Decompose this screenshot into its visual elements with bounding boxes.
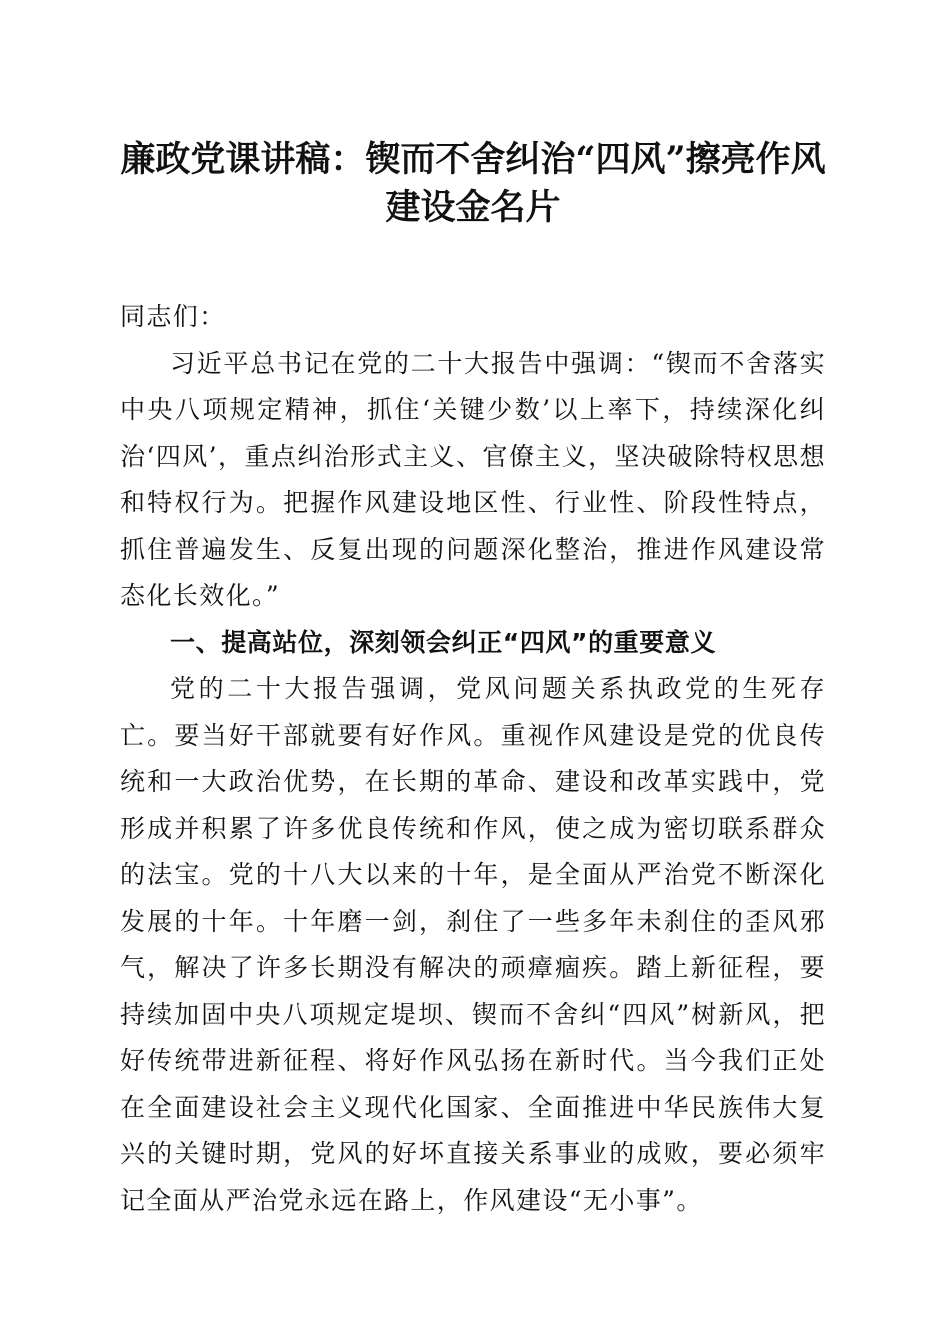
intro-paragraph: 习近平总书记在党的二十大报告中强调：“锲而不舍落实中央八项规定精神，抓住‘关键少数’以上率下，持续深化纠治‘四风’，重点纠治形式主义、官僚主义，坚决破除特权思想和特权行为。把握作风建设地区性、行业性、阶段性特点，抓住普遍发生、反复出现的问题深化整治，推进作风建设常态化长效化。” <box>120 348 826 610</box>
salutation: 同志们： <box>120 302 226 331</box>
section-heading: 一、提高站位，深刻领会纠正“四风”的重要意义 <box>170 627 717 657</box>
section-paragraph: 党的二十大报告强调，党风问题关系执政党的生死存亡。要当好干部就要有好作风。重视作风建设是党的优良传统和一大政治优势，在长期的革命、建设和改革实践中，党形成并积累了许多优良传统和作风，使之成为密切联系群众的法宝。党的十八大以来的十年，是全面从严治党不断深化发展的十年。十年磨一剑，刹住了一些多年未刹住的歪风邪气，解决了许多长期没有解决的顽瘴痼疾。踏上新征程，要持续加固中央八项规定堤坝、锲而不舍纠“四风”树新风，把好传统带进新征程、将好作风弘扬在新时代。当今我们正处在全面建设社会主义现代化国家、全面推进中华民族伟大复兴的关键时期，党风的好坏直接关系事业的成败，要必须牢记全面从严治党永远在路上，作风建设“无小事”。 <box>120 674 826 1215</box>
document-title: 廉政党课讲稿：锲而不舍纠治“四风”擦亮作风建设金名片 <box>120 139 826 228</box>
document-body <box>120 294 826 1224</box>
